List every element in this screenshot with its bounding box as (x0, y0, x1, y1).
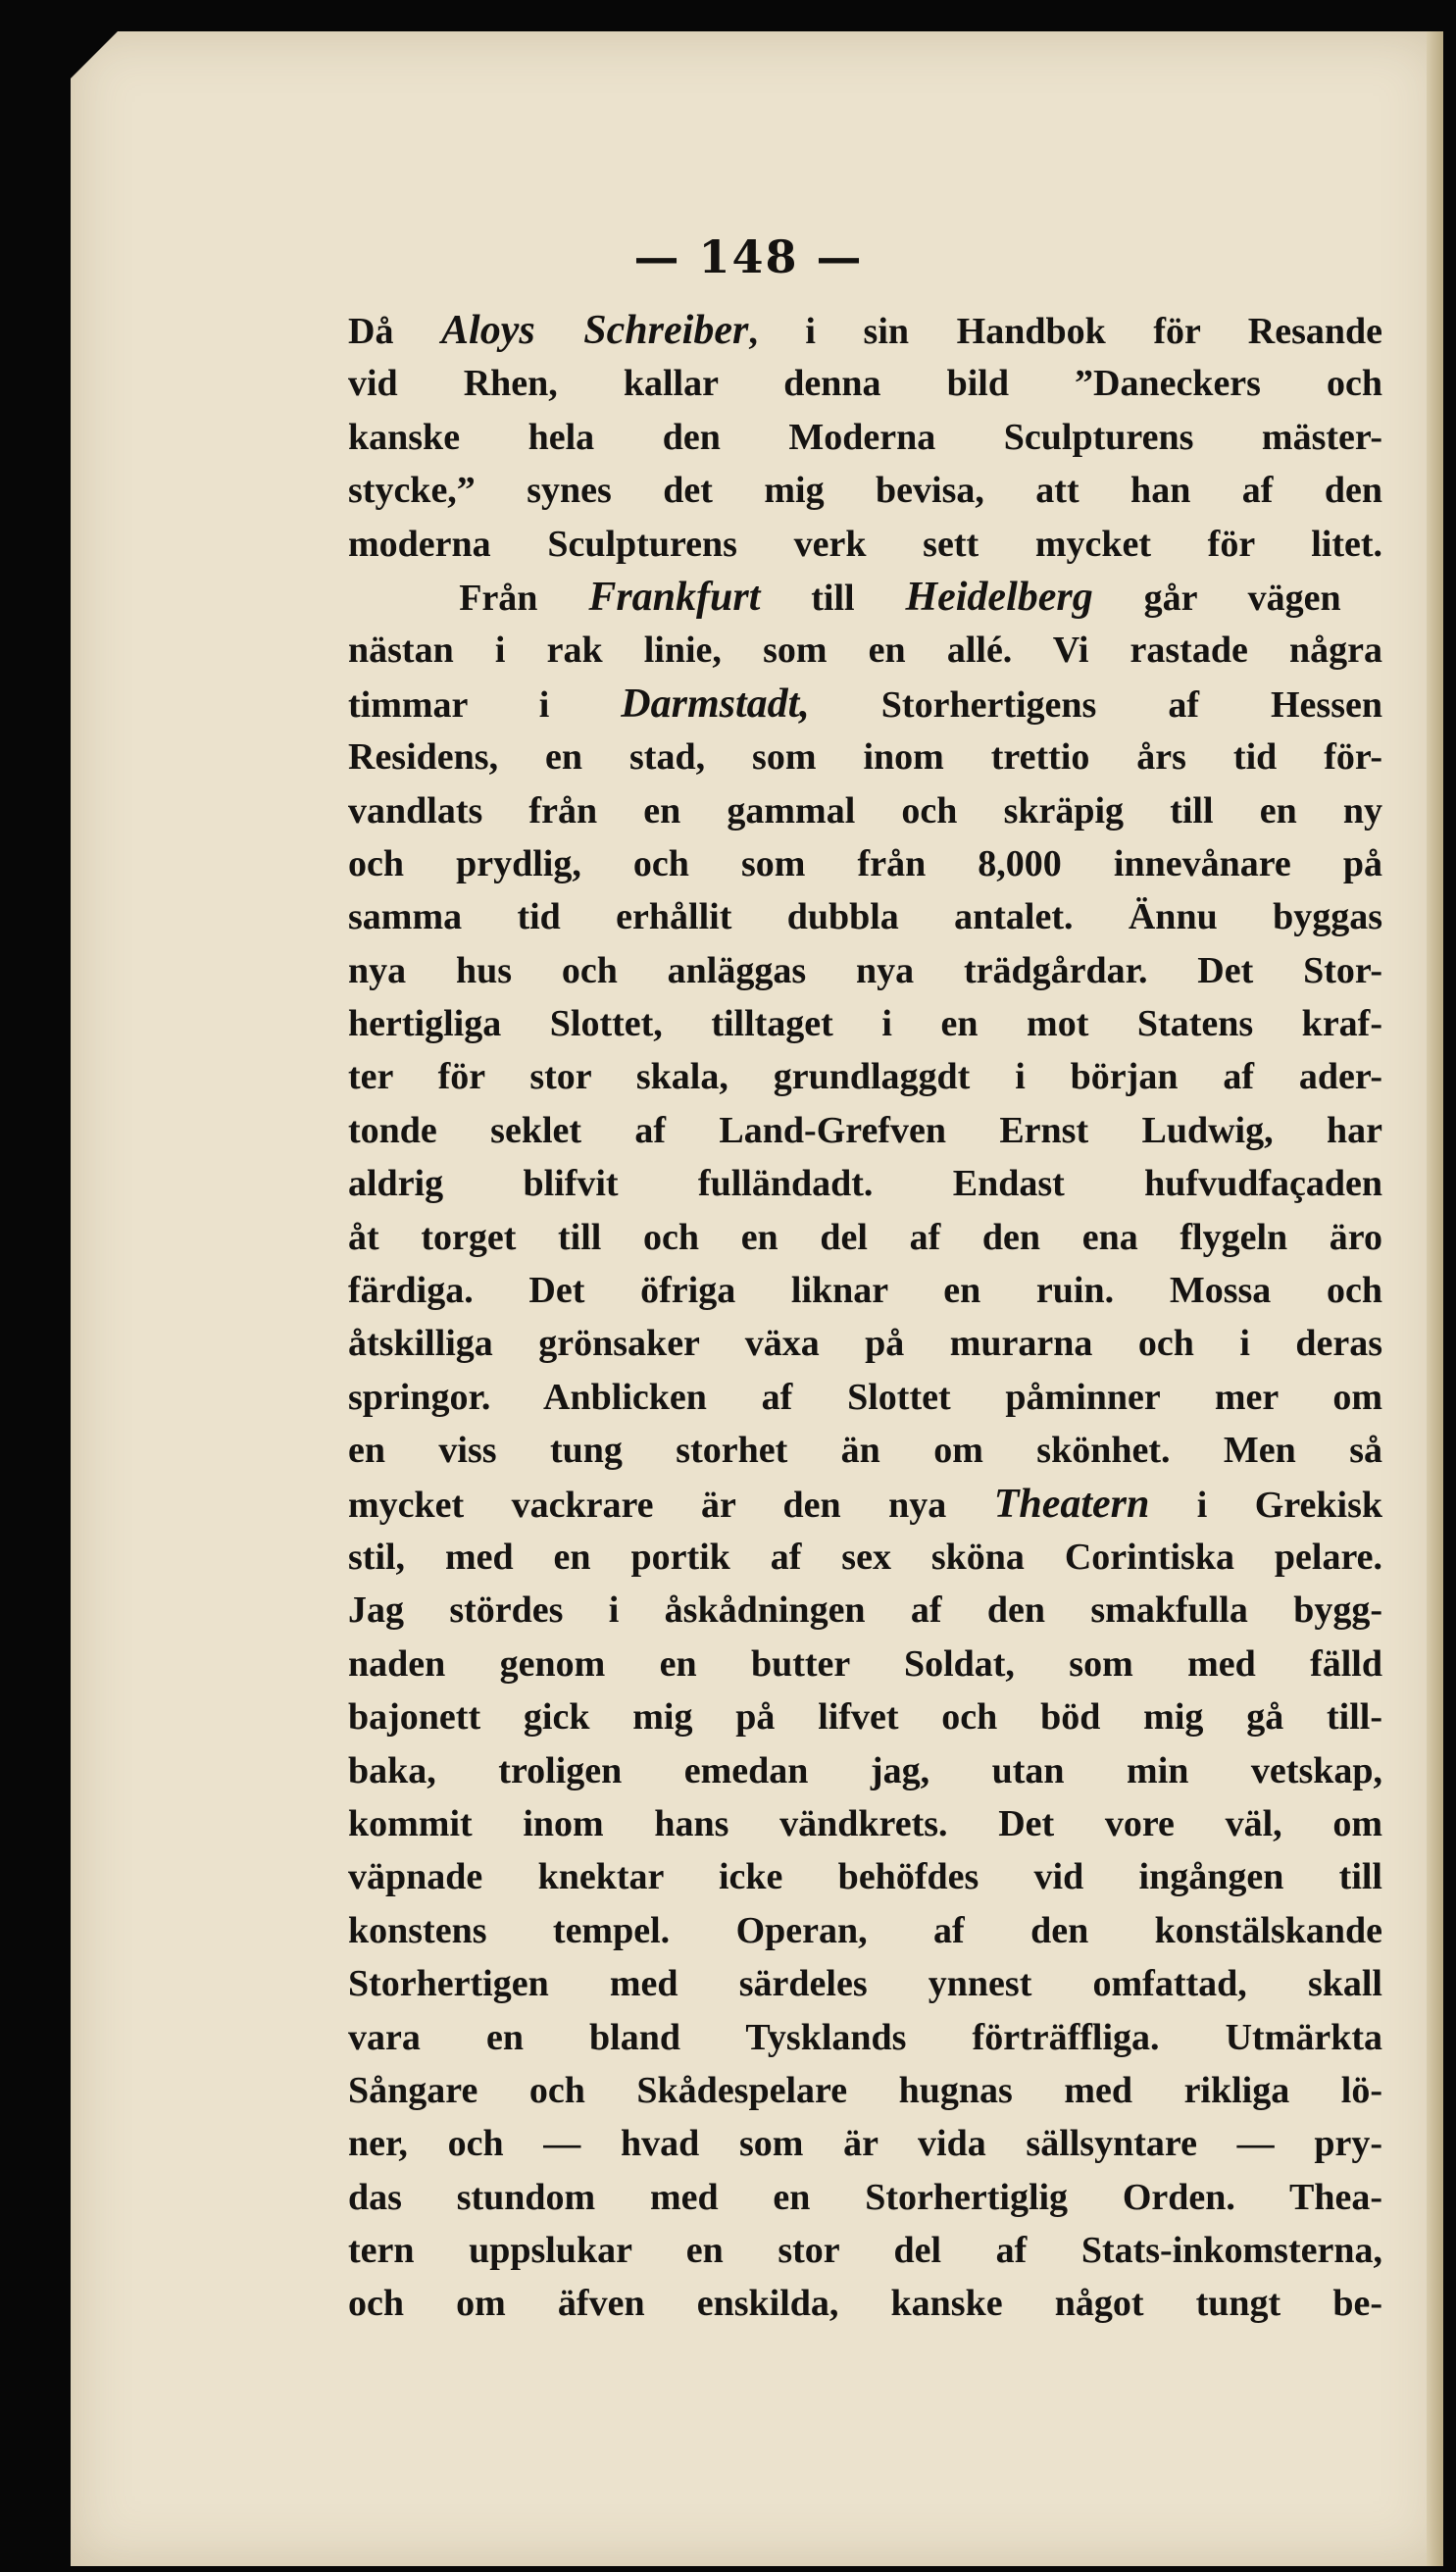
text-segment: till (760, 577, 906, 619)
text-segment: en viss tung storhet än om skönhet. Men så (348, 1430, 1382, 1472)
text-line (348, 2064, 1382, 2117)
text-segment: Sångare och Skådespelare hugnas med rikliga lö- (348, 2069, 1382, 2111)
text-segment: Residens, en stad, som inom trettio års tid för- (348, 736, 1382, 779)
text-segment: stycke,” synes det mig bevisa, att han af den (348, 470, 1382, 512)
text-segment: kanske hela den Moderna Sculpturens mäster- (348, 416, 1382, 458)
text-segment: das stundom med en Storhertiglig Orden. Thea- (348, 2176, 1382, 2218)
text-line (348, 944, 1382, 997)
page-edge (1427, 31, 1443, 2566)
text-line (348, 1264, 1382, 1317)
text-line (348, 890, 1382, 943)
text-line (348, 678, 1382, 731)
page-number-header: — 148 — (633, 230, 864, 283)
text-segment: timmar i (348, 683, 622, 726)
text-segment: aldrig blifvit fulländadt. Endast hufvudfaçaden (348, 1163, 1382, 1205)
text-line (348, 357, 1382, 410)
text-line (348, 1371, 1382, 1424)
text-line (348, 1104, 1382, 1157)
text-segment: naden genom en butter Soldat, som med fälld (348, 1642, 1382, 1685)
text-segment: ter för stor skala, grundlaggdt i början af ader- (348, 1056, 1382, 1098)
body-text (348, 304, 1382, 2331)
text-segment: Från (348, 577, 589, 619)
text-line (348, 837, 1382, 890)
text-line (348, 411, 1382, 464)
text-line (348, 1850, 1382, 1903)
text-line (348, 1797, 1382, 1850)
text-line (348, 1690, 1382, 1743)
text-line (348, 1211, 1382, 1264)
text-line (348, 1744, 1382, 1797)
text-segment: mycket vackrare är den nya (348, 1484, 994, 1526)
text-segment: väpnade knektar icke behöfdes vid ingången till (348, 1856, 1382, 1898)
text-line (348, 1584, 1382, 1637)
text-segment: baka, troligen emedan jag, utan min vetskap, (348, 1749, 1382, 1791)
text-segment: tern uppslukar en stor del af Stats-inkomsterna, (348, 2230, 1382, 2272)
italic-name: Theatern (993, 1481, 1150, 1527)
text-segment: i Grekisk (1149, 1484, 1382, 1526)
text-line (348, 304, 1382, 357)
text-line (348, 624, 1382, 677)
text-segment: moderna Sculpturens verk sett mycket för litet. (348, 523, 1382, 565)
text-segment: hertigliga Slottet, tilltaget i en mot Statens kraf- (348, 1003, 1382, 1045)
text-line (348, 464, 1382, 517)
text-segment: vara en bland Tysklands förträffliga. Utmärkta (348, 2016, 1382, 2058)
text-line (348, 997, 1382, 1050)
italic-name: Aloys Schreiber (441, 308, 749, 353)
text-line (348, 518, 1382, 571)
text-segment: springor. Anblicken af Slottet påminner mer om (348, 1376, 1382, 1418)
text-line (348, 2117, 1382, 2170)
text-segment: tonde seklet af Land-Grefven Ernst Ludwig, har (348, 1109, 1382, 1151)
text-line (348, 1157, 1382, 1210)
text-line (348, 1424, 1382, 1477)
text-segment: konstens tempel. Operan, af den konstälskande (348, 1909, 1382, 1951)
text-line (348, 1050, 1382, 1103)
text-segment: bajonett gick mig på lifvet och böd mig gå till- (348, 1696, 1382, 1739)
text-segment: går vägen (1092, 577, 1341, 619)
text-line (348, 2171, 1382, 2224)
text-segment: Storhertigen med särdeles ynnest omfattad, skall (348, 1963, 1382, 2005)
text-segment: åt torget till och en del af den ena flygeln äro (348, 1216, 1382, 1258)
text-segment: nya hus och anläggas nya trädgårdar. Det Stor- (348, 949, 1382, 991)
text-line (348, 571, 1382, 624)
text-segment: ner, och — hvad som är vida sällsyntare — pry- (348, 2123, 1382, 2165)
text-segment: och om äfven enskilda, kanske något tungt be- (348, 2283, 1382, 2325)
text-segment: , i sin Handbok för Resande (748, 311, 1382, 352)
text-line (348, 2277, 1382, 2330)
text-line (348, 784, 1382, 837)
text-segment: färdiga. Det öfriga liknar en ruin. Mossa och (348, 1270, 1382, 1312)
text-line (348, 1638, 1382, 1690)
text-line (348, 1478, 1382, 1531)
text-line (348, 2224, 1382, 2277)
text-segment: kommit inom hans vändkrets. Det vore väl, om (348, 1802, 1382, 1844)
text-line (348, 2011, 1382, 2064)
text-line (348, 731, 1382, 783)
text-segment: Då (348, 311, 442, 352)
text-segment: vid Rhen, kallar denna bild ”Daneckers och (348, 363, 1382, 405)
italic-name: Heidelberg (905, 574, 1093, 620)
text-segment: nästan i rak linie, som en allé. Vi rastade några (348, 630, 1382, 672)
text-segment: åtskilliga grönsaker växa på murarna och i deras (348, 1323, 1382, 1365)
page-corner-fold (71, 31, 118, 78)
text-line (348, 1904, 1382, 1957)
text-segment: samma tid erhållit dubbla antalet. Ännu byggas (348, 896, 1382, 938)
italic-name: Darmstadt, (621, 681, 810, 727)
italic-name: Frankfurt (588, 574, 761, 620)
text-line (348, 1957, 1382, 2010)
text-segment: Storhertigens af Hessen (809, 683, 1382, 726)
text-segment: stil, med en portik af sex sköna Corintiska pelare. (348, 1536, 1382, 1578)
text-line (348, 1317, 1382, 1370)
text-segment: Jag stördes i åskådningen af den smakfulla bygg- (348, 1589, 1382, 1632)
text-segment: vandlats från en gammal och skräpig till en ny (348, 789, 1382, 832)
text-segment: och prydlig, och som från 8,000 innevånare på (348, 842, 1382, 884)
text-line (348, 1531, 1382, 1584)
